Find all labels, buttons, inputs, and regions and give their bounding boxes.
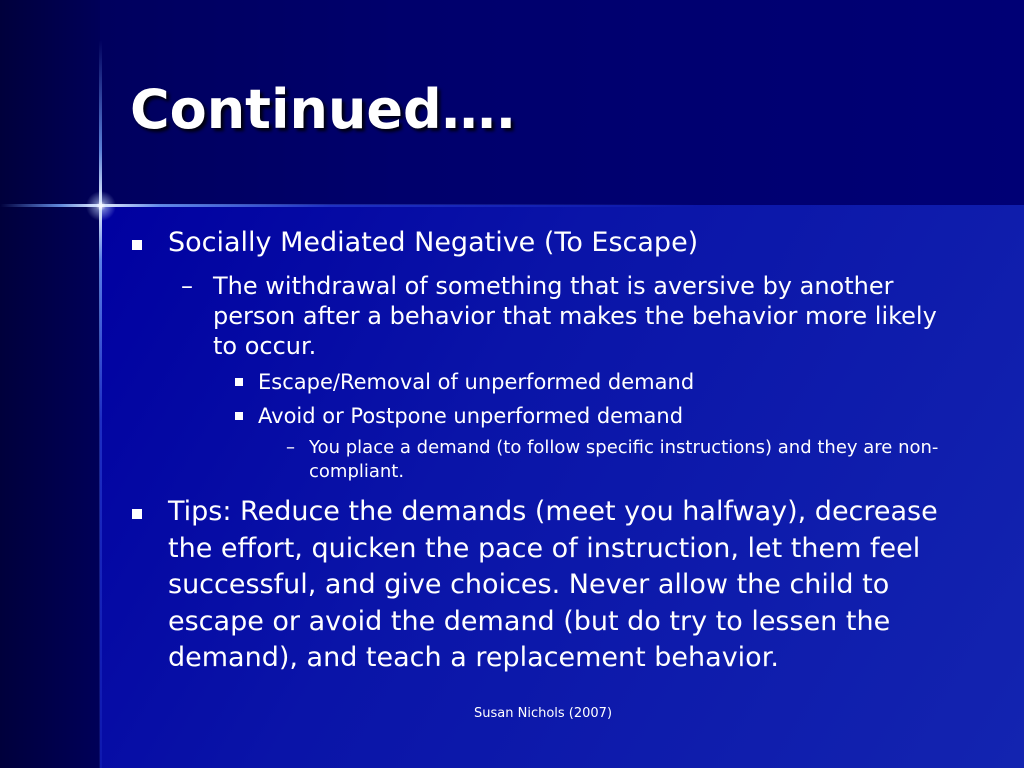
sub-item-non-compliant: You place a demand (to follow specific instructions) and they are non-compliant. — [309, 437, 939, 482]
left-strip — [0, 0, 100, 768]
sparkle-decoration — [86, 191, 116, 221]
bullet-tips: Tips: Reduce the demands (meet you halfway), decrease the effort, quicken the pace of instruction, let them feel successful, and give choices. Never allow the child to escape or avoid the demand (but do try to lessen the demand), and teach a replacement behavior. — [168, 496, 938, 673]
bullet-square-icon — [132, 240, 142, 250]
bullet-dash-icon: – — [286, 437, 295, 458]
vertical-accent-line — [99, 0, 102, 768]
bullet-socially-mediated: Socially Mediated Negative (To Escape) — [168, 227, 699, 258]
bullet-square-icon — [235, 412, 243, 420]
horizontal-accent-line — [0, 204, 1024, 207]
bullet-square-icon — [132, 509, 142, 519]
item-escape-removal: Escape/Removal of unperformed demand — [258, 370, 695, 394]
bullet-square-icon — [235, 378, 243, 386]
slide-title: Continued…. — [130, 78, 517, 141]
item-avoid-postpone: Avoid or Postpone unperformed demand — [258, 404, 684, 428]
sub-bullet-withdrawal: The withdrawal of something that is aversive by another person after a behavior that makes the behavior more likely to occur. — [213, 272, 937, 360]
bullet-dash-icon: – — [181, 272, 193, 300]
slide-footer: Susan Nichols (2007) — [474, 706, 613, 721]
